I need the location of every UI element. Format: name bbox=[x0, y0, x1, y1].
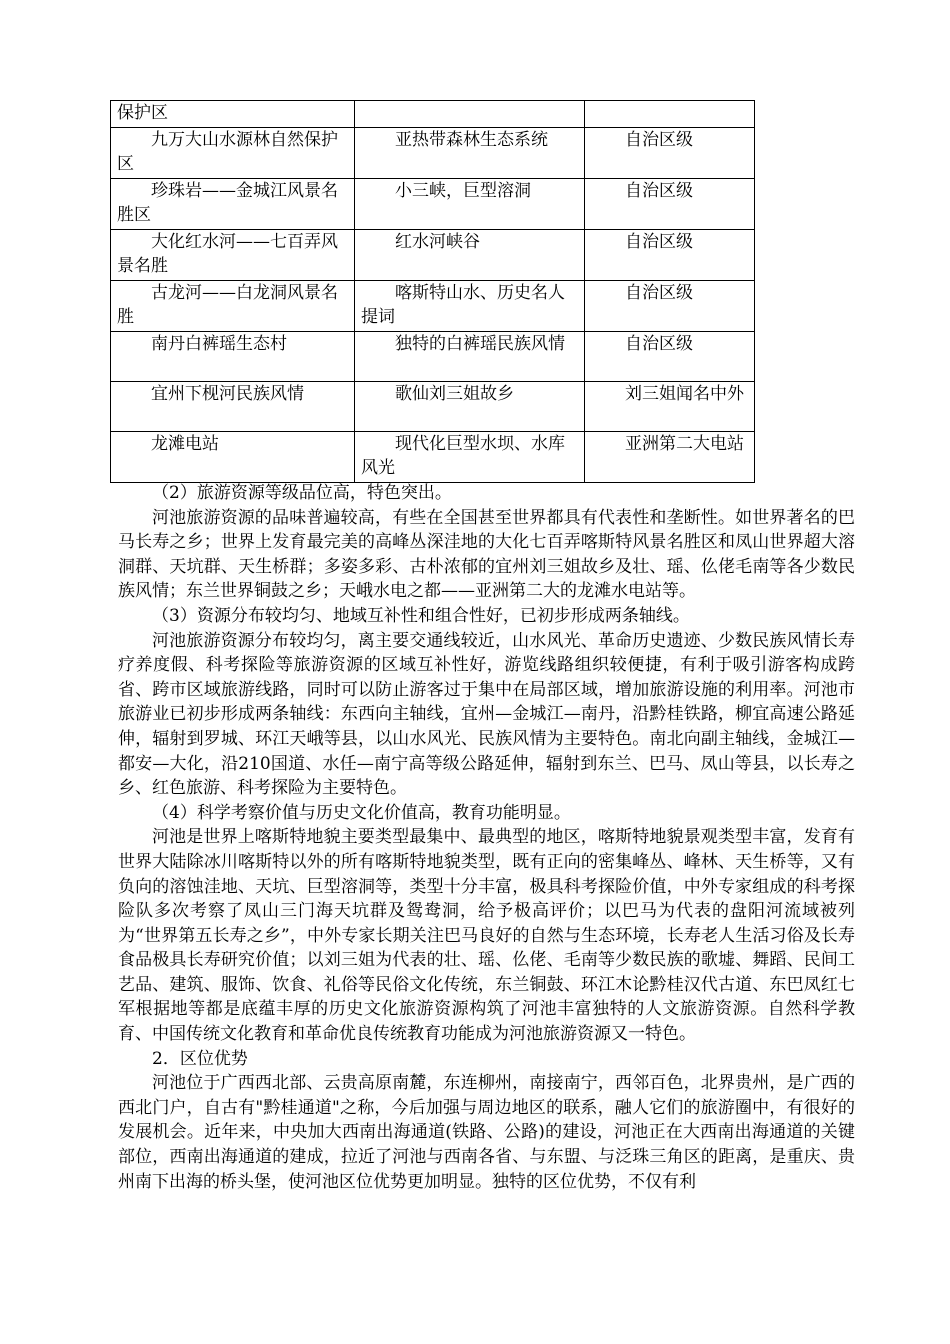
resource-level-cell: 亚洲第二大电站 bbox=[585, 432, 755, 483]
resource-feature-cell bbox=[355, 101, 585, 128]
table-row bbox=[111, 128, 755, 179]
resource-level-cell: 自治区级 bbox=[585, 230, 755, 281]
paragraph-distribution: 河池旅游资源分布较均匀，离主要交通线较近，山水风光、革命历史遗迹、少数民族风情长寿疗养度假、科考探险等旅游资源的区域互补性好，游览线路组织较便捷，有利于吸引游客构成跨省、跨市区域旅游线路，同时可以防止游客过于集中在局部区域，增加旅游设施的利用率。河池市旅游业已初步形成两条轴线：东西向主轴线，宜州—金城江—南丹，沿黔桂铁路，柳宜高速公路延伸，辐射到罗城、环江天峨等县，以山水风光、民族风情为主要特色。南北向副主轴线，金城江—都安—大化，沿210国道、水任—南宁高等级公路延伸，辐射到东兰、巴马、凤山等县，以长寿之乡、红色旅游、科考探险为主要特色。 bbox=[118, 630, 855, 799]
section-heading-science: （4）科学考察价值与历史文化价值高，教育功能明显。 bbox=[152, 802, 571, 823]
resource-level-cell: 刘三姐闻名中外 bbox=[585, 382, 755, 432]
resource-feature-cell: 独特的白裤瑶民族风情 bbox=[355, 332, 585, 382]
resource-level-cell: 自治区级 bbox=[585, 281, 755, 332]
resource-name-cell: 九万大山水源林自然保护区 bbox=[111, 128, 355, 179]
section-heading-grade: （2）旅游资源等级品位高，特色突出。 bbox=[152, 483, 452, 503]
resource-feature-cell: 喀斯特山水、历史名人提词 bbox=[355, 281, 585, 332]
resource-level-cell: 自治区级 bbox=[585, 332, 755, 382]
tourism-resource-table bbox=[110, 100, 755, 483]
resource-feature-cell: 小三峡，巨型溶洞 bbox=[355, 179, 585, 230]
resource-level-cell: 自治区级 bbox=[585, 179, 755, 230]
table-row bbox=[111, 382, 755, 432]
resource-name-cell: 龙滩电站 bbox=[111, 432, 355, 483]
resource-level-cell bbox=[585, 101, 755, 128]
resource-feature-cell: 歌仙刘三姐故乡 bbox=[355, 382, 585, 432]
section-heading-location: 2．区位优势 bbox=[152, 1048, 248, 1069]
paragraph-location: 河池位于广西西北部、云贵高原南麓，东连柳州，南接南宁，西邻百色，北界贵州，是广西的西北门户，自古有"黔桂通道"之称，今后加强与周边地区的联系，融人它们的旅游圈中，有很好的发展机会。近年来，中央加大西南出海通道(铁路、公路)的建设，河池正在大西南出海通道的关键部位，西南出海通道的建成，拉近了河池与西南各省、与东盟、与泛珠三角区的距离，是重庆、贵州南下出海的桥头堡，使河池区位优势更加明显。独特的区位优势，不仅有利 bbox=[118, 1073, 855, 1192]
resource-name-cell: 保护区 bbox=[111, 101, 355, 128]
table-row bbox=[111, 432, 755, 483]
body-text bbox=[118, 481, 855, 1194]
resource-name-cell: 古龙河——白龙洞风景名胜 bbox=[111, 281, 355, 332]
resource-feature-cell: 红水河峡谷 bbox=[355, 230, 585, 281]
resource-name-cell: 宜州下枧河民族风情 bbox=[111, 382, 355, 432]
table-row bbox=[111, 332, 755, 382]
table-row bbox=[111, 179, 755, 230]
table-row bbox=[111, 281, 755, 332]
resource-name-cell: 珍珠岩——金城江风景名胜区 bbox=[111, 179, 355, 230]
resource-name-cell: 大化红水河——七百弄风景名胜 bbox=[111, 230, 355, 281]
table-row bbox=[111, 230, 755, 281]
section-heading-distribution: （3）资源分布较均匀、地域互补性和组合性好，已初步形成两条轴线。 bbox=[152, 605, 690, 626]
resource-level-cell: 自治区级 bbox=[585, 128, 755, 179]
resource-feature-cell: 亚热带森林生态系统 bbox=[355, 128, 585, 179]
table-row bbox=[111, 101, 755, 128]
paragraph-science: 河池是世界上喀斯特地貌主要类型最集中、最典型的地区，喀斯特地貌景观类型丰富，发育有世界大陆除冰川喀斯特以外的所有喀斯特地貌类型，既有正向的密集峰丛、峰林、天生桥等，又有负向的溶蚀洼地、天坑、巨型溶洞等，类型十分丰富，极具科考探险价值，中外专家组成的科考探险队多次考察了凤山三门海天坑群及鸳鸯洞，给予极高评价；以巴马为代表的盘阳河流域被列为“世界第五长寿之乡”，中外专家长期关注巴马良好的自然与生态环境，长寿老人生活习俗及长寿食品极具长寿研究价值；以刘三姐为代表的壮、瑶、仫佬、毛南等少数民族的歌墟、舞蹈、民间工艺品、建筑、服饰、饮食、礼俗等民俗文化传统，东兰铜鼓、环江木论黔桂汉代古道、东巴凤红七军根据地等都是底蕴丰厚的历史文化旅游资源构筑了河池丰富独特的人文旅游资源。自然科学教育、中国传统文化教育和革命优良传统教育功能成为河池旅游资源又一特色。 bbox=[118, 827, 855, 1045]
resource-feature-cell: 现代化巨型水坝、水库风光 bbox=[355, 432, 585, 483]
paragraph-grade: 河池旅游资源的品味普遍较高，有些在全国甚至世界都具有代表性和垄断性。如世界著名的巴马长寿之乡；世界上发育最完美的高峰丛深洼地的大化七百弄喀斯特风景名胜区和凤山世界超大溶洞群、天坑群、天生桥群；多姿多彩、古朴浓郁的宜州刘三姐故乡及壮、瑶、仫佬毛南等各少数民族风情；东兰世界铜鼓之乡；天峨水电之都——亚洲第二大的龙滩水电站等。 bbox=[118, 507, 855, 602]
resource-name-cell: 南丹白裤瑶生态村 bbox=[111, 332, 355, 382]
